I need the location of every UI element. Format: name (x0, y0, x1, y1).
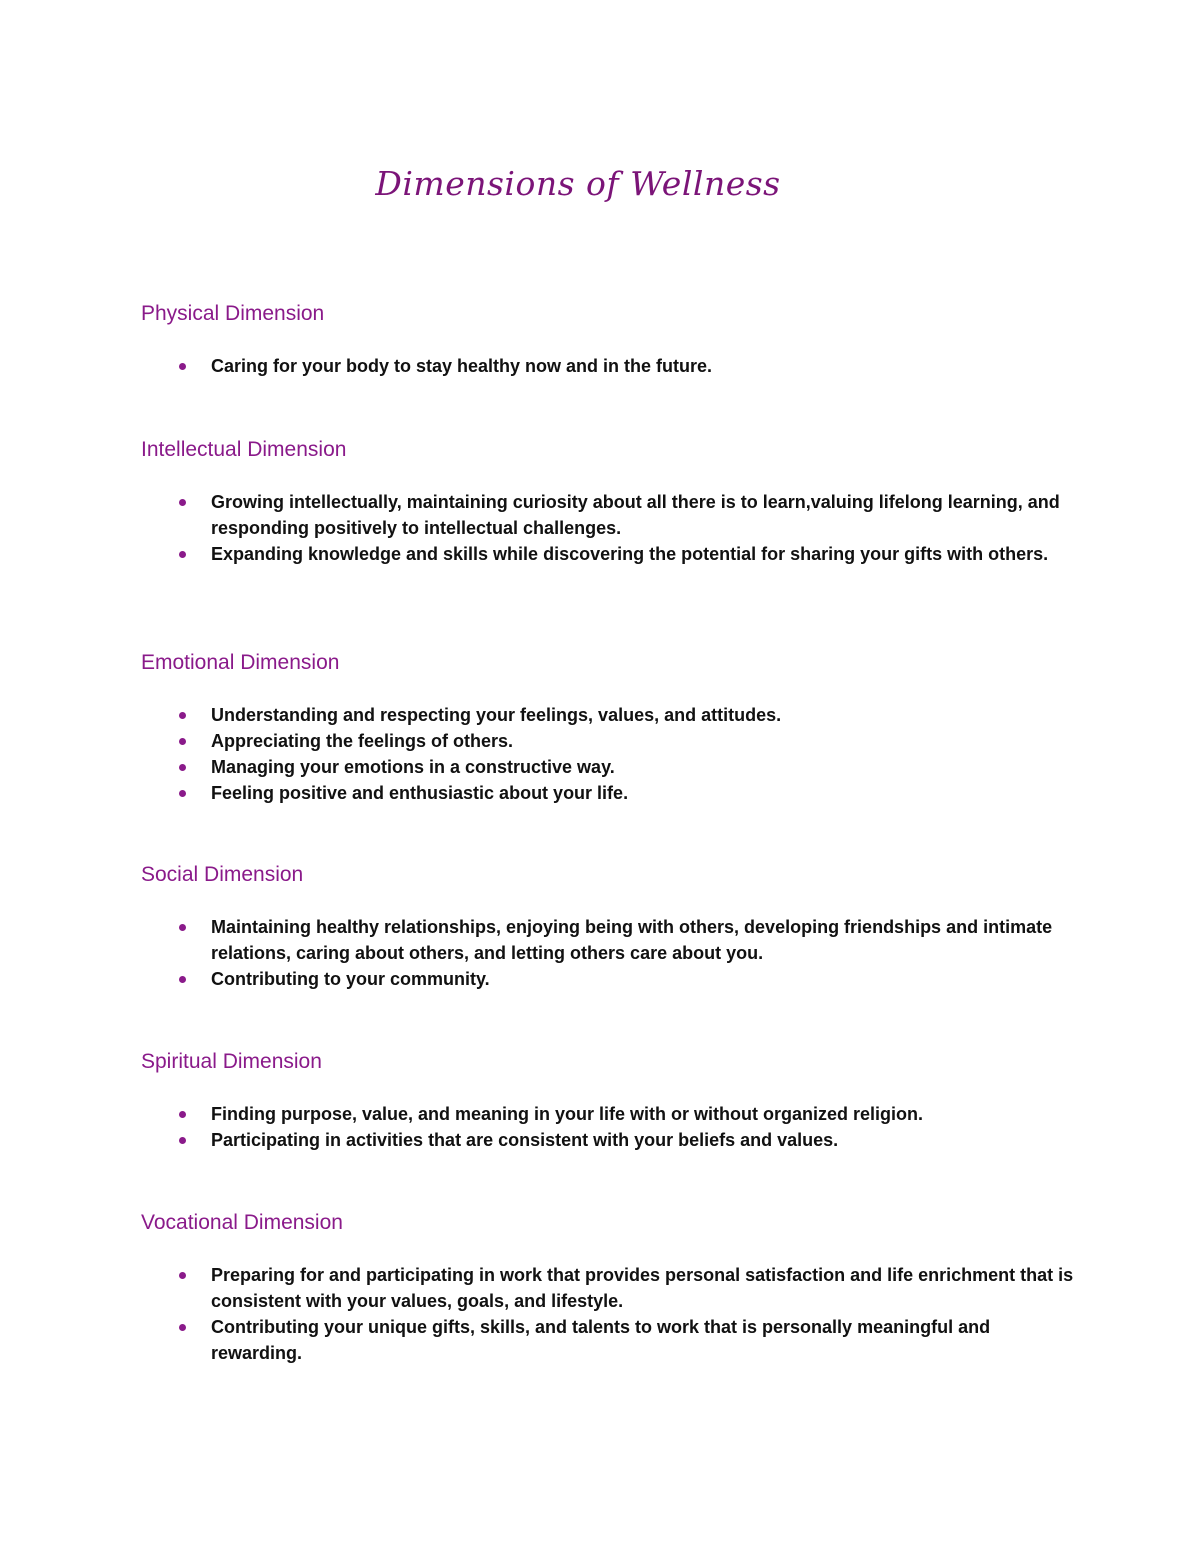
section-spiritual (141, 1049, 1081, 1153)
bullet-icon (179, 790, 186, 797)
list-item: Expanding knowledge and skills while discovering the potential for sharing your gifts with others. (141, 541, 1081, 567)
list-item: Finding purpose, value, and meaning in your life with or without organized religion. (141, 1101, 1081, 1127)
bullet-list (141, 1262, 1081, 1366)
list-item: Maintaining healthy relationships, enjoying being with others, developing friendships and intimate relations, caring about others, and letting others care about you. (141, 914, 1081, 966)
section-heading: Intellectual Dimension (141, 438, 347, 461)
bullet-list (141, 489, 1081, 567)
page-title: Dimensions of Wellness (375, 164, 781, 203)
section-physical (141, 301, 1081, 379)
section-heading: Vocational Dimension (141, 1211, 343, 1234)
section-heading: Physical Dimension (141, 302, 325, 325)
section-heading: Spiritual Dimension (141, 1050, 322, 1073)
list-item: Preparing for and participating in work that provides personal satisfaction and life enrichment that is consistent with your values, goals, and lifestyle. (141, 1262, 1081, 1314)
list-item: Understanding and respecting your feelings, values, and attitudes. (141, 702, 1081, 728)
bullet-icon (179, 712, 186, 719)
list-item: Appreciating the feelings of others. (141, 728, 1081, 754)
list-item: Contributing to your community. (141, 966, 1081, 992)
bullet-list (141, 702, 1081, 806)
bullet-icon (179, 1324, 186, 1331)
bullet-icon (179, 363, 186, 370)
section-intellectual (141, 437, 1081, 567)
list-item: Growing intellectually, maintaining curiosity about all there is to learn,valuing lifelong learning, and responding positively to intellectual challenges. (141, 489, 1081, 541)
list-item: Caring for your body to stay healthy now and in the future. (141, 353, 1081, 379)
bullet-icon (179, 1272, 186, 1279)
bullet-icon (179, 1137, 186, 1144)
list-item: Managing your emotions in a constructive way. (141, 754, 1081, 780)
list-item: Feeling positive and enthusiastic about your life. (141, 780, 1081, 806)
bullet-icon (179, 924, 186, 931)
section-social (141, 862, 1081, 992)
bullet-icon (179, 976, 186, 983)
bullet-list (141, 1101, 1081, 1153)
list-item: Participating in activities that are consistent with your beliefs and values. (141, 1127, 1081, 1153)
bullet-icon (179, 1111, 186, 1118)
list-item: Contributing your unique gifts, skills, and talents to work that is personally meaningful and rewarding. (141, 1314, 1081, 1366)
section-emotional (141, 650, 1081, 806)
section-heading: Social Dimension (141, 863, 304, 886)
bullet-list (141, 914, 1081, 992)
section-heading: Emotional Dimension (141, 651, 340, 674)
bullet-icon (179, 764, 186, 771)
bullet-icon (179, 499, 186, 506)
section-vocational (141, 1210, 1081, 1366)
bullet-icon (179, 738, 186, 745)
bullet-icon (179, 551, 186, 558)
bullet-list (141, 353, 1081, 379)
